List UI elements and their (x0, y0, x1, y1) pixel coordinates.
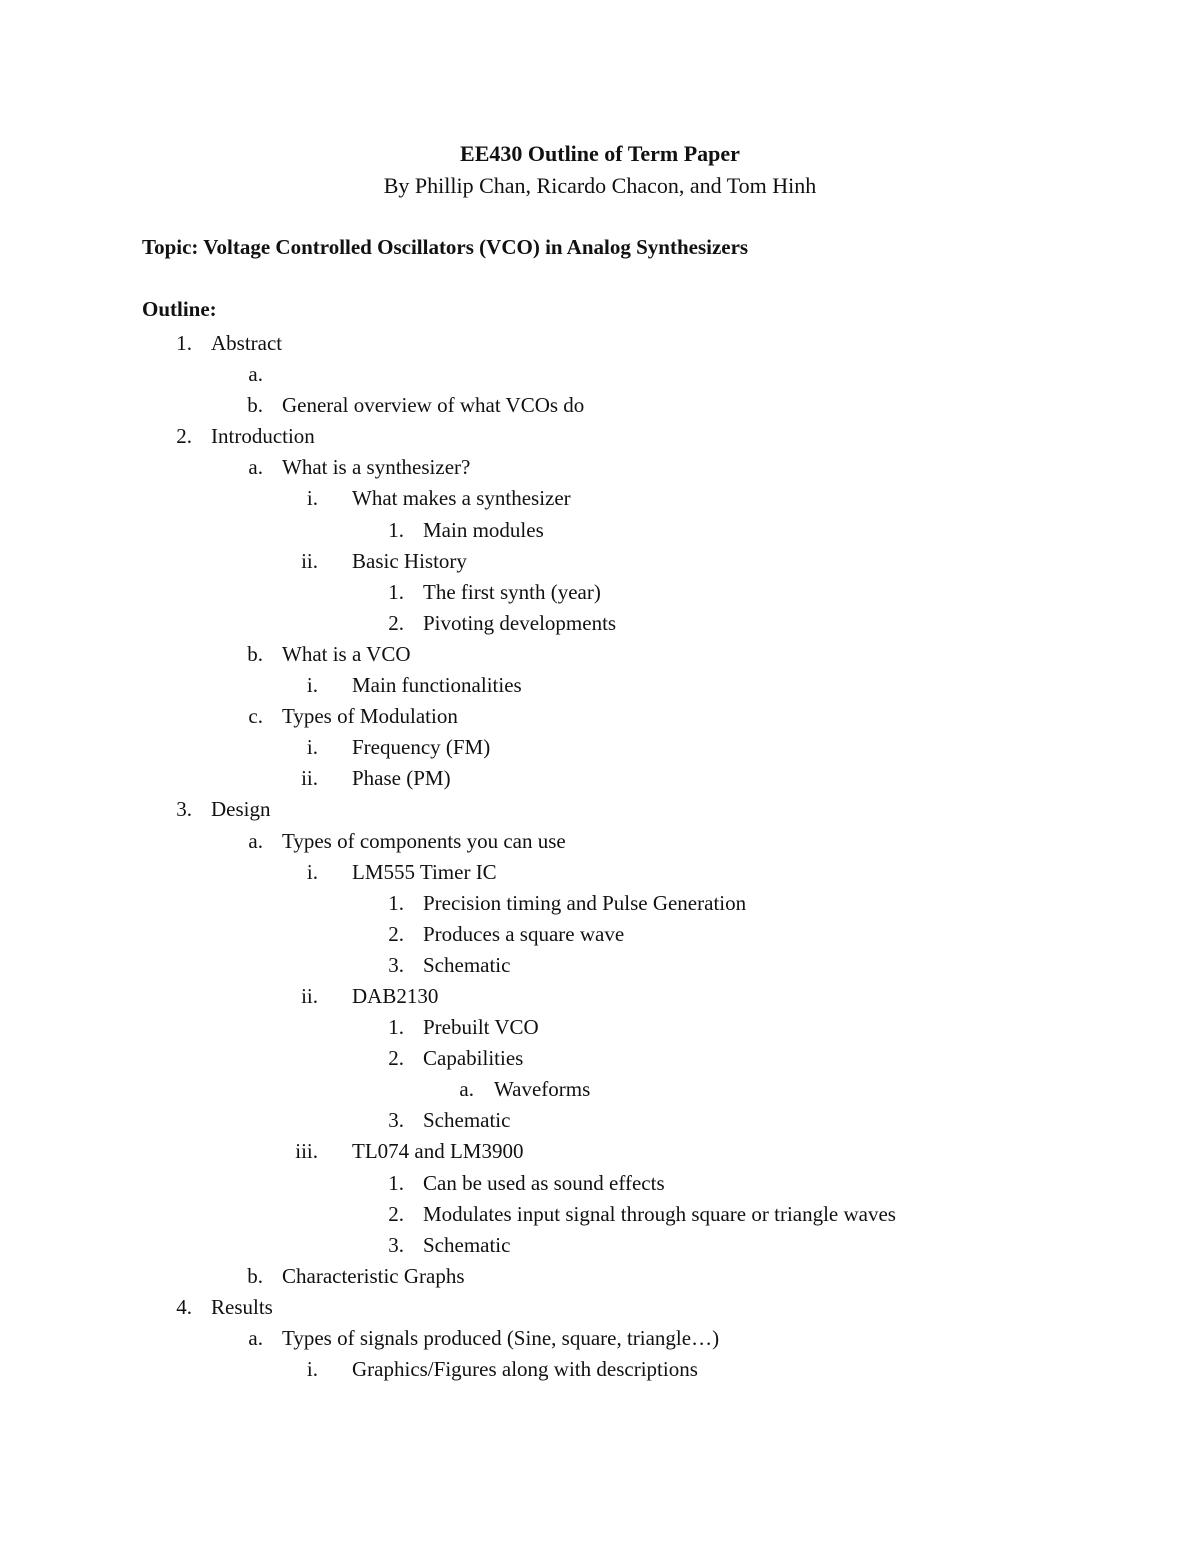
outline-item-marker: b. (247, 641, 263, 666)
outline-item-text: Prebuilt VCO (423, 1015, 539, 1040)
outline-item (0, 390, 1200, 421)
outline-item-marker: 1. (388, 517, 404, 542)
outline-item-marker: 2. (388, 1201, 404, 1226)
outline-item-text: Pivoting developments (423, 610, 617, 635)
outline-item-text: Introduction (211, 424, 315, 449)
outline-item-marker: a. (248, 455, 263, 480)
outline-item-text: DAB2130 (352, 983, 439, 1008)
outline-item (0, 701, 1200, 732)
outline-item (0, 670, 1200, 701)
outline-item (0, 1168, 1200, 1199)
outline-item-marker: c. (248, 704, 263, 729)
outline-item (0, 981, 1200, 1012)
outline-item-text: Types of Modulation (282, 704, 458, 729)
outline-item-marker: a. (248, 362, 263, 387)
outline-item-text: What is a synthesizer? (282, 455, 471, 480)
outline-item (0, 1105, 1200, 1136)
outline-item (0, 1354, 1200, 1385)
outline-item (0, 421, 1200, 452)
outline-item-text: General overview of what VCOs do (282, 393, 585, 418)
outline-item-marker: i. (306, 673, 318, 698)
outline-item-marker: 1. (176, 331, 192, 355)
outline-item-marker: i. (306, 859, 318, 884)
outline-item (0, 950, 1200, 981)
outline-list (0, 328, 1200, 1385)
outline-item (0, 608, 1200, 639)
outline-item (0, 1043, 1200, 1074)
outline-item (0, 732, 1200, 763)
outline-item-text: Frequency (FM) (352, 735, 491, 760)
outline-item-text: The first synth (year) (423, 579, 601, 604)
outline-item-text: Schematic (423, 952, 511, 977)
outline-item-text: Design (211, 797, 271, 822)
outline-item-marker: ii. (301, 766, 318, 791)
outline-item-text: Characteristic Graphs (282, 1263, 465, 1288)
outline-item (0, 328, 1200, 359)
outline-item-marker: ii. (301, 983, 318, 1008)
outline-item-marker: i. (306, 735, 318, 760)
outline-item-marker: iii. (295, 1139, 318, 1164)
outline-item (0, 1261, 1200, 1292)
outline-item-marker: b. (247, 393, 263, 418)
outline-item-marker: a. (248, 1326, 263, 1350)
outline-item (0, 1292, 1200, 1323)
outline-item-text: Precision timing and Pulse Generation (423, 890, 747, 915)
outline-item (0, 1323, 1200, 1354)
outline-item-text: Schematic (423, 1108, 511, 1133)
outline-item (0, 919, 1200, 950)
outline-item (0, 452, 1200, 483)
outline-item (0, 639, 1200, 670)
outline-item (0, 515, 1200, 546)
outline-item-marker: 4. (176, 1294, 192, 1319)
outline-item-marker: 3. (176, 797, 192, 822)
outline-item-marker: 2. (388, 1046, 404, 1071)
outline-item-text: Abstract (211, 331, 283, 355)
outline-item-marker: 1. (388, 579, 404, 604)
outline-item-text: Capabilities (423, 1046, 524, 1071)
outline-item-marker: ii. (301, 548, 318, 573)
outline-item-marker: 3. (388, 1232, 404, 1257)
outline-item-text: Modulates input signal through square or triangle waves (423, 1201, 896, 1226)
outline-item-marker: i. (306, 486, 318, 511)
outline-item-text: Produces a square wave (423, 921, 625, 946)
document-topic: Topic: Voltage Controlled Oscillators (VCO) in Analog Synthesizers (142, 235, 749, 259)
outline-item-text: What makes a synthesizer (352, 486, 571, 511)
outline-item-text: Types of components you can use (282, 828, 566, 853)
outline-item-text: Main functionalities (352, 673, 522, 698)
outline-item (0, 1136, 1200, 1167)
outline-item-text: Waveforms (494, 1077, 591, 1102)
outline-item-text: Graphics/Figures along with descriptions (352, 1357, 698, 1382)
outline-item-marker: 2. (388, 610, 404, 635)
outline-item-marker: 2. (388, 921, 404, 946)
outline-item-text: Phase (PM) (352, 766, 451, 791)
outline-item-marker: a. (459, 1077, 474, 1102)
outline-item-marker: i. (306, 1357, 318, 1382)
outline-item-text: TL074 and LM3900 (352, 1139, 524, 1164)
outline-item (0, 857, 1200, 888)
outline-item-text: Main modules (423, 517, 544, 542)
outline-item-marker: 1. (388, 1015, 404, 1040)
outline-item (0, 794, 1200, 825)
outline-item-marker: 2. (176, 424, 192, 449)
outline-item-marker: a. (248, 828, 263, 853)
outline-item (0, 763, 1200, 794)
outline-item (0, 546, 1200, 577)
outline-item-marker: 1. (388, 890, 404, 915)
outline-item (0, 888, 1200, 919)
outline-item (0, 483, 1200, 514)
outline-item (0, 1012, 1200, 1043)
outline-item-text: What is a VCO (282, 641, 411, 666)
outline-item-text: Basic History (352, 548, 467, 573)
outline-item (0, 577, 1200, 608)
outline-item-text: Results (211, 1294, 273, 1319)
outline-item-marker: 3. (388, 952, 404, 977)
outline-item-text: LM555 Timer IC (352, 859, 497, 884)
outline-heading: Outline: (142, 297, 217, 321)
outline-item-text: Can be used as sound effects (423, 1170, 665, 1195)
outline-item (0, 1074, 1200, 1105)
outline-item-marker: 1. (388, 1170, 404, 1195)
outline-item-marker: b. (247, 1263, 263, 1288)
outline-item (0, 1230, 1200, 1261)
document-title: EE430 Outline of Term Paper (460, 141, 740, 166)
outline-item (0, 826, 1200, 857)
outline-item-text: Types of signals produced (Sine, square, triangle…) (282, 1326, 720, 1350)
outline-item (0, 359, 1200, 390)
outline-item (0, 1199, 1200, 1230)
outline-item-text: Schematic (423, 1232, 511, 1257)
document-authors: By Phillip Chan, Ricardo Chacon, and Tom Hinh (383, 173, 817, 198)
outline-item-marker: 3. (388, 1108, 404, 1133)
